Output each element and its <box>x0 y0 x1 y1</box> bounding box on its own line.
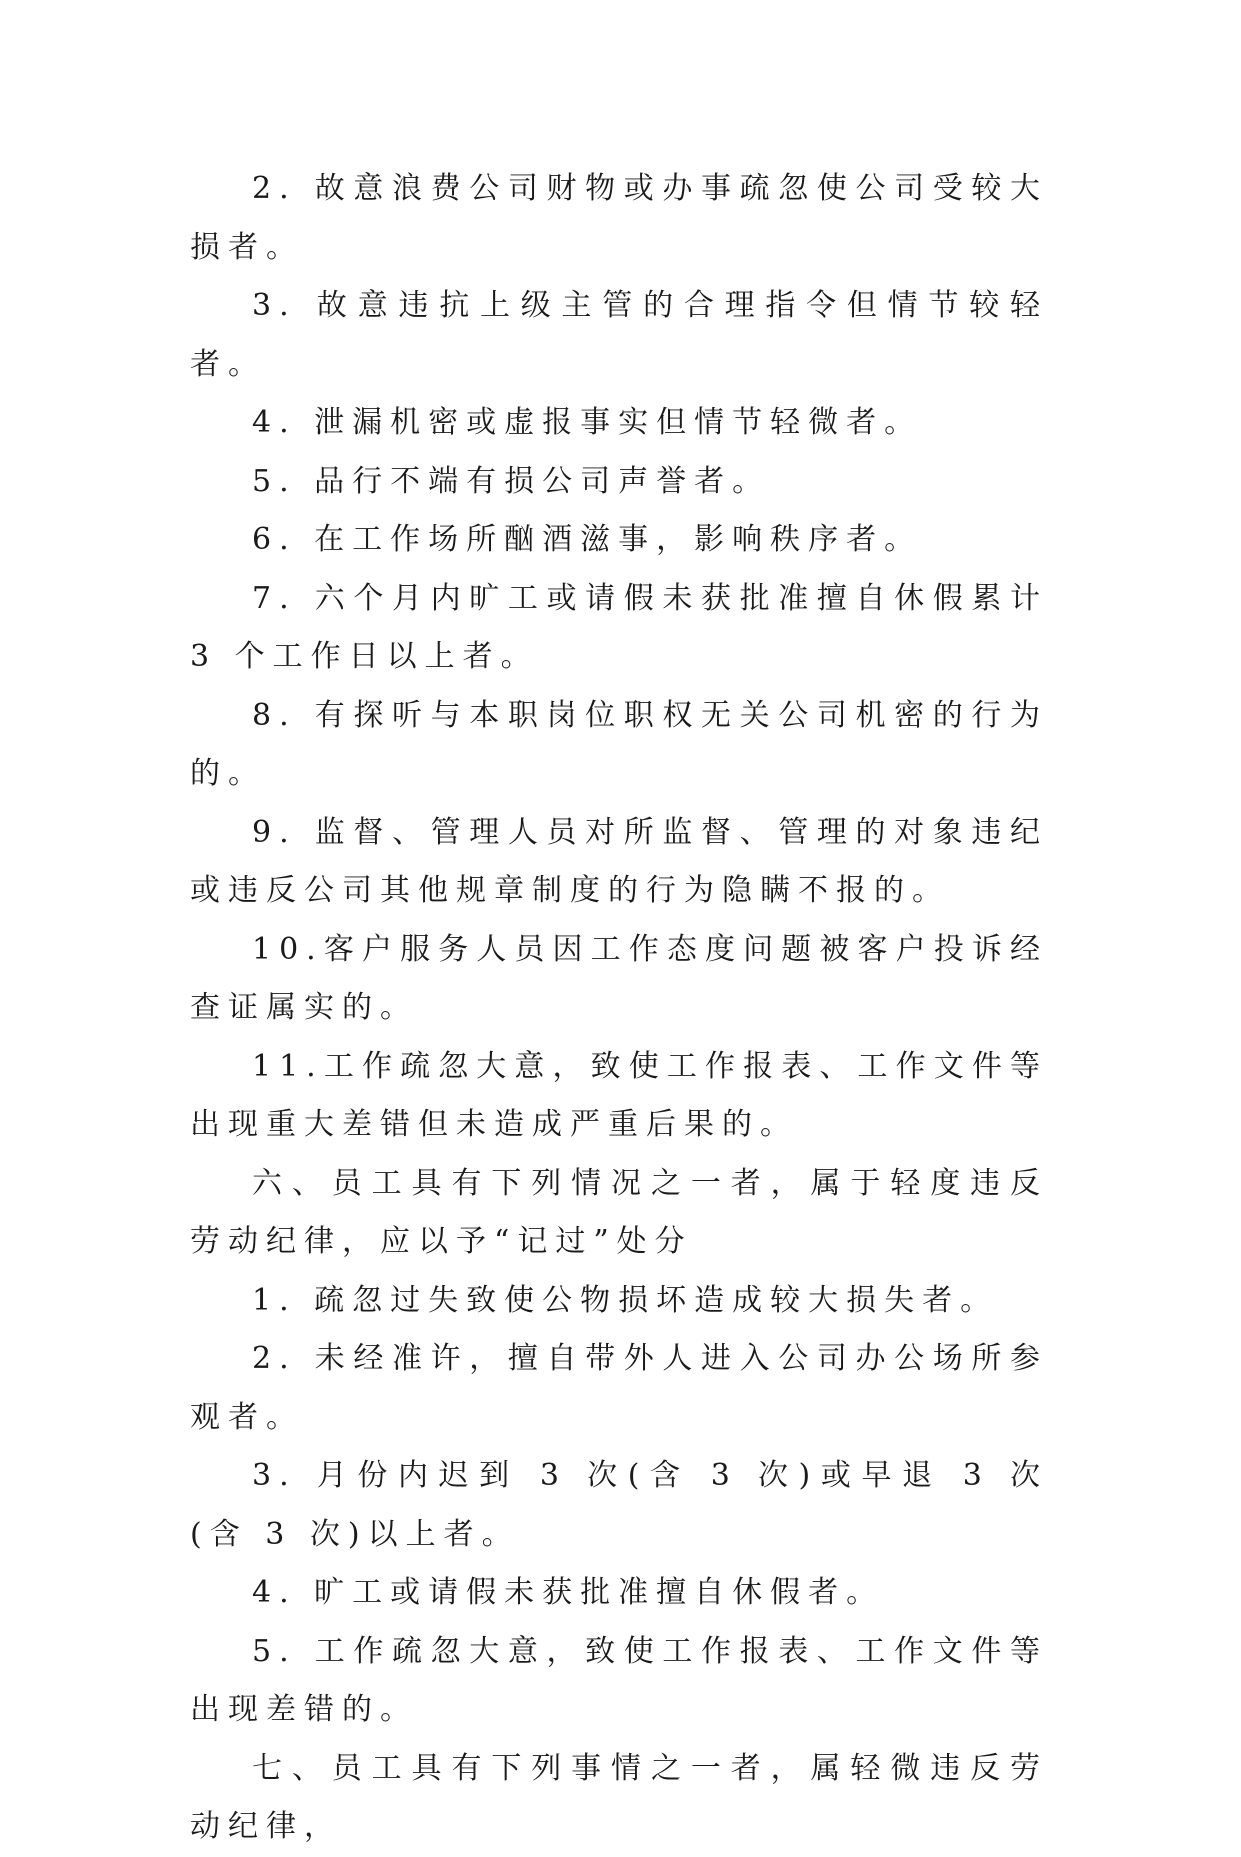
list-item: 4. 泄漏机密或虚报事实但情节轻微者。 <box>252 405 923 440</box>
list-item: 5. 工作疏忽大意，致使工作报表、工作文件等出现差错的。 <box>190 1633 1048 1727</box>
list-item: 7. 六个月内旷工或请假未获批准擅自休假累计 3 个工作日以上者。 <box>190 580 1048 674</box>
list-item: 10.客户服务人员因工作态度问题被客户投诉经查证属实的。 <box>190 931 1048 1025</box>
list-item: 2. 故意浪费公司财物或办事疏忽使公司受较大损者。 <box>190 171 1048 265</box>
list-item: 8. 有探听与本职岗位职权无关公司机密的行为的。 <box>190 697 1048 791</box>
list-item: 4. 旷工或请假未获批准擅自休假者。 <box>252 1575 885 1610</box>
list-item: 9. 监督、管理人员对所监督、管理的对象违纪或违反公司其他规章制度的行为隐瞒不报的。 <box>190 814 1048 908</box>
document-body <box>190 160 1048 1857</box>
section-heading: 七、员工具有下列事情之一者，属轻微违反劳动纪律， <box>190 1750 1048 1844</box>
list-item: 5. 品行不端有损公司声誉者。 <box>252 463 771 499</box>
list-item: 2. 未经准许，擅自带外人进入公司办公场所参观者。 <box>190 1341 1048 1435</box>
section-heading: 六、员工具有下列情况之一者，属于轻度违反劳动纪律，应以予“记过”处分 <box>190 1165 1048 1259</box>
list-item: 3. 故意违抗上级主管的合理指令但情节较轻者。 <box>190 288 1048 382</box>
list-item: 3. 月份内迟到 3 次(含 3 次)或早退 3 次(含 3 次)以上者。 <box>190 1458 1048 1552</box>
list-item: 11.工作疏忽大意，致使工作报表、工作文件等出现重大差错但未造成严重后果的。 <box>190 1048 1048 1142</box>
list-item: 6. 在工作场所酗酒滋事，影响秩序者。 <box>252 522 923 557</box>
list-item: 1. 疏忽过失致使公物损坏造成较大损失者。 <box>252 1282 999 1318</box>
